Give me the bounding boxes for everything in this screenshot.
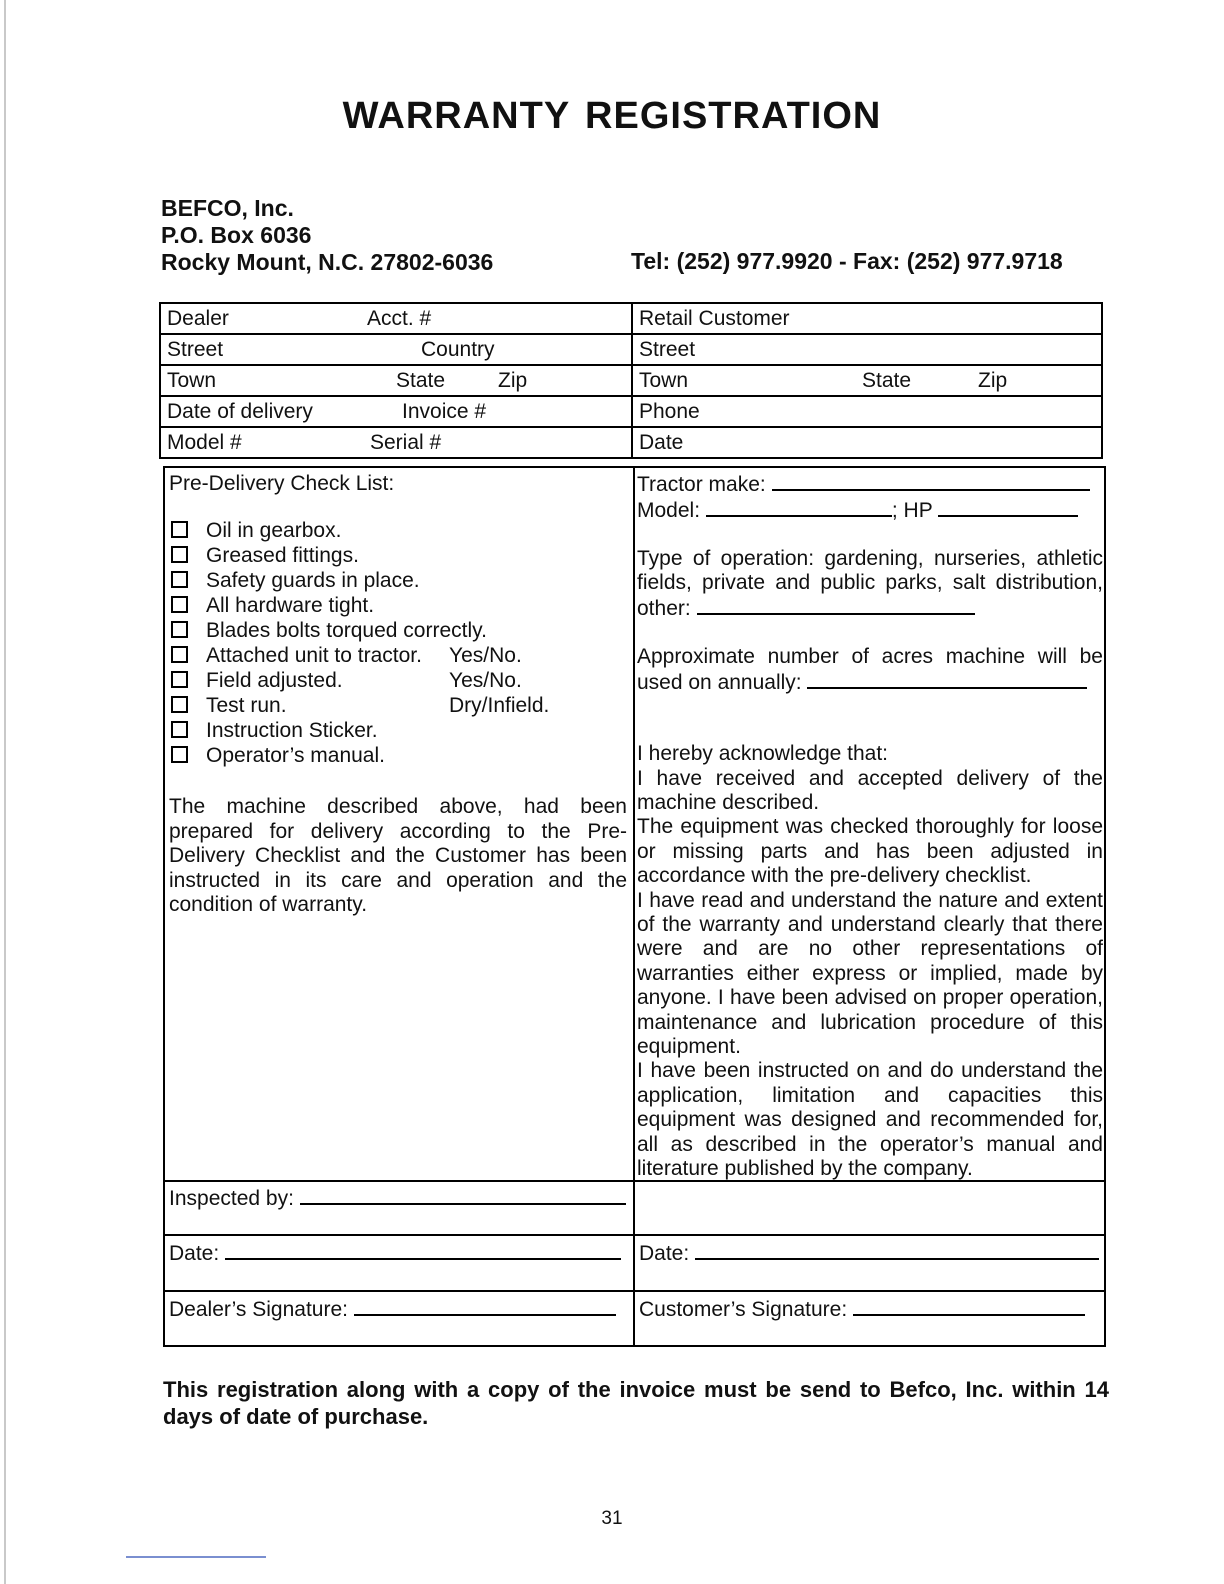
tractor-make-label: Tractor make:	[637, 473, 766, 496]
serial-label: Serial #	[370, 430, 442, 454]
customer-date-field[interactable]	[632, 427, 1102, 458]
company-address	[161, 195, 493, 276]
customer-state-label: State	[862, 368, 912, 392]
signature-area-top-rule	[165, 1180, 1104, 1182]
checklist-item[interactable]: Operator’s manual.	[169, 743, 627, 768]
checkbox-icon[interactable]	[171, 671, 188, 688]
date-of-delivery-label: Date of delivery	[167, 399, 313, 423]
customer-date-sign-label: Date:	[639, 1242, 690, 1265]
checkbox-icon[interactable]	[171, 571, 188, 588]
checkbox-icon[interactable]	[171, 746, 188, 763]
dealer-signature-row	[169, 1297, 616, 1322]
page-title: WARRANTY REGISTRATION	[342, 95, 882, 137]
phone-label: Phone	[639, 399, 700, 423]
tractor-make-row	[637, 472, 1103, 498]
country-label: Country	[421, 337, 495, 361]
checklist-option: Yes/No.	[449, 669, 522, 692]
ack-warranty: I have read and understand the nature and extent of the warranty and understand clearly that there were and are no other representations of warranties either express or implied, made by anyone. I have been advised on proper operation, maintenance and lubrication procedure of this equipment.	[637, 888, 1103, 1058]
customer-signature-row	[639, 1297, 1085, 1322]
customer-date-label: Date	[639, 430, 684, 454]
retail-customer-label: Retail Customer	[639, 306, 790, 330]
registration-info-grid	[159, 302, 1103, 459]
tractor-make-blank[interactable]	[772, 472, 1090, 491]
footer-rule	[126, 1556, 266, 1558]
dealer-signature-blank[interactable]	[354, 1297, 616, 1316]
dealer-state-label: State	[396, 368, 446, 392]
model-label: Model #	[167, 430, 242, 454]
acres-annually: Approximate number of acres machine will be used on annually:	[637, 645, 1103, 694]
acres-blank[interactable]	[807, 670, 1087, 689]
date-row-top-rule	[165, 1234, 1104, 1236]
model-field[interactable]	[160, 427, 632, 458]
dealer-town-field[interactable]	[160, 365, 632, 396]
checkbox-icon[interactable]	[171, 721, 188, 738]
checklist-item[interactable]: Greased fittings.	[169, 543, 627, 568]
dealer-date-label: Date:	[169, 1242, 220, 1265]
phone-field[interactable]	[632, 396, 1102, 427]
checkbox-icon[interactable]	[171, 646, 188, 663]
signature-row-top-rule	[165, 1290, 1104, 1292]
dealer-field[interactable]	[160, 303, 632, 334]
checklist-option: Dry/Infield.	[449, 694, 550, 717]
customer-date-row	[639, 1241, 1099, 1266]
type-of-operation: Type of operation: gardening, nurseries, athletic fields, private and public parks, salt distribution, other:	[637, 547, 1103, 620]
company-name: BEFCO, Inc.	[161, 195, 294, 221]
acct-label: Acct. #	[367, 306, 432, 330]
dealer-town-label: Town	[167, 368, 217, 392]
checklist-item[interactable]: Attached unit to tractor. Yes/No.	[169, 643, 627, 668]
dealer-street-label: Street	[167, 337, 224, 361]
checkbox-icon[interactable]	[171, 546, 188, 563]
dealer-label: Dealer	[167, 306, 229, 330]
company-contact: Tel: (252) 977.9920 - Fax: (252) 977.9718	[631, 248, 1063, 274]
invoice-label: Invoice #	[402, 399, 487, 423]
checklist-item[interactable]: Oil in gearbox.	[169, 518, 627, 543]
inspected-by-row	[169, 1186, 626, 1211]
checklist-heading: Pre-Delivery Check List:	[169, 472, 395, 495]
checkbox-icon[interactable]	[171, 596, 188, 613]
tractor-model-label: Model:	[637, 498, 701, 522]
company-city: Rocky Mount, N.C. 27802-6036	[161, 249, 494, 275]
checklist-item[interactable]: Test run. Dry/Infield.	[169, 693, 627, 718]
dealer-date-row	[169, 1241, 621, 1266]
dealer-zip-label: Zip	[498, 368, 528, 392]
tractor-model-row	[637, 498, 1103, 524]
operation-other-blank[interactable]	[697, 596, 975, 615]
checklist-option: Yes/No.	[449, 644, 522, 667]
checkbox-icon[interactable]	[171, 621, 188, 638]
dealer-street-field[interactable]	[160, 334, 632, 365]
company-pobox: P.O. Box 6036	[161, 222, 312, 248]
ack-heading: I hereby acknowledge that:	[637, 742, 888, 766]
date-of-delivery-field[interactable]	[160, 396, 632, 427]
checklist-item[interactable]: Safety guards in place.	[169, 568, 627, 593]
tractor-model-blank[interactable]	[706, 498, 892, 517]
dealer-date-blank[interactable]	[225, 1241, 621, 1260]
hp-blank[interactable]	[938, 498, 1078, 517]
scan-edge	[4, 0, 6, 1584]
preparation-statement: The machine described above, had been prepared for delivery according to the Pre-Delivery Checklist and the Customer has been instructed in its care and operation and the condition of warranty.	[169, 795, 627, 917]
ack-instructions: I have been instructed on and do understand the application, limitation and capacities this equipment was designed and recommended for, all as described in the operator’s manual and literature published by the company.	[637, 1059, 1103, 1181]
pre-delivery-checklist	[169, 472, 627, 918]
customer-town-label: Town	[639, 368, 689, 392]
hp-label: ; HP	[891, 498, 933, 522]
main-form-box	[163, 466, 1106, 1347]
checklist-item[interactable]: Blades bolts torqued correctly.	[169, 618, 627, 643]
customer-acknowledgement	[637, 472, 1103, 1181]
inspected-by-blank[interactable]	[300, 1186, 626, 1205]
submission-note: This registration along with a copy of the invoice must be send to Befco, Inc. within 14 days of date of purchase.	[163, 1377, 1109, 1429]
checkbox-icon[interactable]	[171, 696, 188, 713]
inspected-by-label: Inspected by:	[169, 1187, 294, 1210]
retail-customer-field[interactable]	[632, 303, 1102, 334]
customer-signature-label: Customer’s Signature:	[639, 1298, 848, 1321]
checklist-items	[169, 518, 627, 768]
checklist-item[interactable]: All hardware tight.	[169, 593, 627, 618]
customer-street-field[interactable]	[632, 334, 1102, 365]
ack-equipment-checked: The equipment was checked thoroughly for loose or missing parts and has been adjusted in accordance with the pre-delivery checklist.	[637, 815, 1103, 888]
customer-signature-blank[interactable]	[853, 1297, 1085, 1316]
customer-town-field[interactable]	[632, 365, 1102, 396]
checklist-item[interactable]: Field adjusted. Yes/No.	[169, 668, 627, 693]
customer-street-label: Street	[639, 337, 696, 361]
checkbox-icon[interactable]	[171, 521, 188, 538]
ack-delivery: I have received and accepted delivery of the machine described.	[637, 766, 1103, 814]
checklist-item[interactable]: Instruction Sticker.	[169, 718, 627, 743]
dealer-signature-label: Dealer’s Signature:	[169, 1298, 348, 1321]
customer-date-blank[interactable]	[695, 1241, 1099, 1260]
customer-zip-label: Zip	[978, 368, 1008, 392]
page-number: 31	[601, 1508, 623, 1529]
column-divider	[633, 468, 635, 1345]
